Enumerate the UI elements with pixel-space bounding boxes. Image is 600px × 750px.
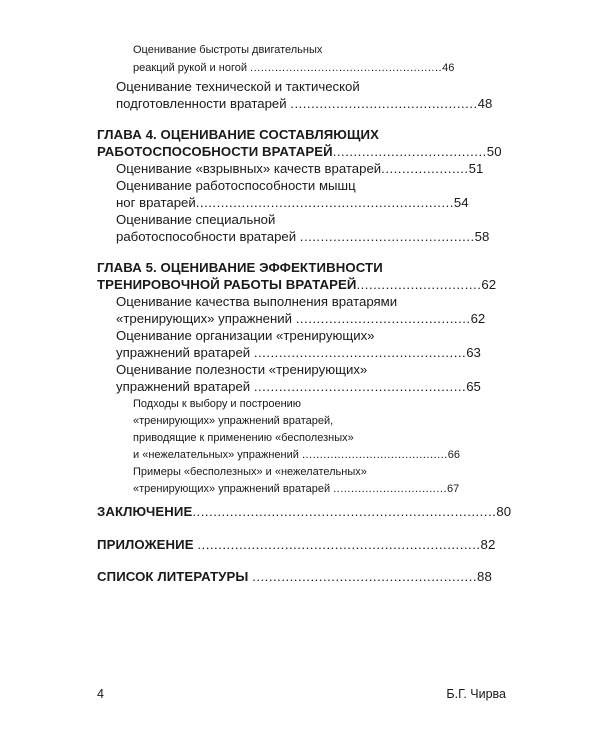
toc-page-number: 82 <box>480 537 496 552</box>
toc-page-number: 80 <box>496 504 512 519</box>
conclusion-entry: ЗАКЛЮЧЕНИЕ.........................................................................80 <box>97 504 512 519</box>
toc-entry-approaches: и «нежелательных» упражнений .........................................66 <box>133 449 460 461</box>
toc-page-number: 48 <box>477 96 493 111</box>
toc-page-number: 62 <box>481 277 497 292</box>
toc-line: Оценивание качества выполнения вратарями <box>116 294 398 309</box>
toc-page-number: 88 <box>477 569 492 584</box>
toc-entry-leg-muscles: ног вратарей..............................................................54 <box>116 195 469 210</box>
toc-line: Оценивание быстроты двигательных <box>133 44 323 56</box>
toc-line: Оценивание технической и тактической <box>116 79 360 94</box>
toc-line: Оценивание полезности «тренирующих» <box>116 362 368 377</box>
toc-entry-special: работоспособности вратарей ..........................................58 <box>116 229 490 244</box>
toc-line: приводящие к применению «бесполезных» <box>133 432 354 444</box>
toc-page-number: 63 <box>466 345 481 360</box>
toc-page-number: 54 <box>453 195 469 210</box>
toc-entry-usefulness: упражнений вратарей ...................................................65 <box>116 379 481 394</box>
toc-page-number: 66 <box>447 449 460 461</box>
toc-page-number: 51 <box>468 161 484 176</box>
toc-line: Оценивание специальной <box>116 212 276 227</box>
chapter-4-entry: РАБОТОСПОСОБНОСТИ ВРАТАРЕЙ.....................................50 <box>97 144 502 159</box>
toc-entry-reaction-speed: реакций рукой и ногой ......................................................46 <box>133 62 455 74</box>
chapter-4-heading: ГЛАВА 4. ОЦЕНИВАНИЕ СОСТАВЛЯЮЩИХ <box>97 127 380 142</box>
toc-line: «тренирующих» упражнений вратарей, <box>133 415 334 427</box>
bibliography-entry: СПИСОК ЛИТЕРАТУРЫ ......................................................88 <box>97 569 492 584</box>
toc-page-number: 58 <box>474 229 490 244</box>
toc-page-number: 65 <box>466 379 481 394</box>
toc-entry-organization: упражнений вратарей ...................................................63 <box>116 345 481 360</box>
toc-entry-examples: «тренирующих» упражнений вратарей ................................67 <box>133 483 460 495</box>
toc-line: Оценивание организации «тренирующих» <box>116 328 375 343</box>
toc-page-number: 50 <box>486 144 502 159</box>
appendix-entry: ПРИЛОЖЕНИЕ ....................................................................82 <box>97 537 496 552</box>
toc-entry-explosive: Оценивание «взрывных» качеств вратарей.....................51 <box>116 161 484 176</box>
page-number: 4 <box>97 687 104 701</box>
toc-page-number: 67 <box>447 483 460 495</box>
toc-line: Оценивание работоспособности мышц <box>116 178 356 193</box>
chapter-5-entry: ТРЕНИРОВОЧНОЙ РАБОТЫ ВРАТАРЕЙ..............................62 <box>97 277 497 292</box>
toc-line: Подходы к выбору и построению <box>133 398 302 410</box>
toc-line: Примеры «бесполезных» и «нежелательных» <box>133 466 367 478</box>
chapter-5-heading: ГЛАВА 5. ОЦЕНИВАНИЕ ЭФФЕКТИВНОСТИ <box>97 260 383 275</box>
toc-page-number: 62 <box>470 311 486 326</box>
toc-entry-technical: подготовленности вратарей .............................................48 <box>116 96 493 111</box>
toc-page-number: 46 <box>442 62 455 74</box>
running-author: Б.Г. Чирва <box>446 687 506 701</box>
toc-entry-quality: «тренирующих» упражнений ..........................................62 <box>116 311 486 326</box>
